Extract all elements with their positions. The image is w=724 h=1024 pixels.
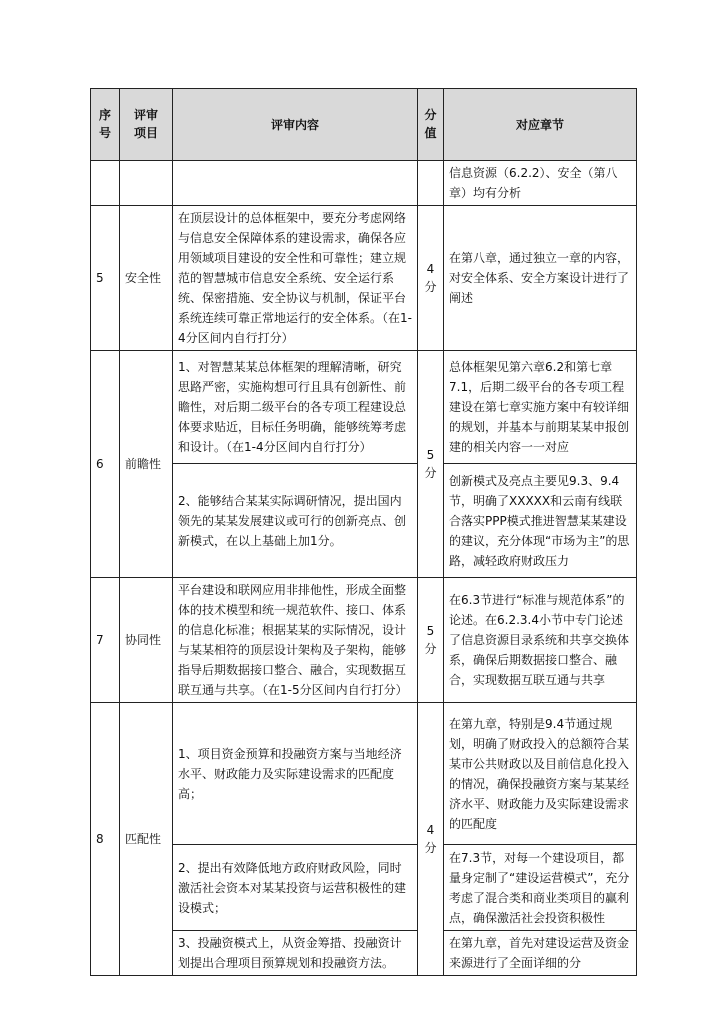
score-cell: 4分 (418, 206, 444, 351)
content-cell: 2、能够结合某某实际调研情况，提出国内领先的某某发展建议或可行的创新亮点、创新模式，在以上基础上加1分。 (173, 464, 418, 578)
content-cell: 1、对智慧某某总体框架的理解清晰，研究思路严密，实施构想可行且具有创新性、前瞻性，对后期二级平台的各专项工程建设总体要求贴近，目标任务明确，能够统筹考虑和设计。（在1-4分区间内自行打分） (173, 351, 418, 464)
chapter-cell: 在第九章，首先对建设运营及资金来源进行了全面详细的分 (444, 931, 637, 976)
header-item: 评审项目 (120, 89, 173, 161)
table-row-7 (91, 578, 637, 703)
row-item: 安全性 (120, 206, 173, 351)
content-cell: 3、投融资模式上，从资金筹措、投融资计划提出合理项目预算规划和投融资方法。 (173, 931, 418, 976)
table-row-5 (91, 206, 637, 351)
table-row-6a (91, 351, 637, 464)
row-number: 7 (91, 578, 120, 703)
chapter-cell: 在第九章，特别是9.4节通过规划，明确了财政投入的总额符合某某市公共财政以及目前信息化投入的情况，确保投融资方案与某某经济水平、财政能力及实际建设需求的匹配度 (444, 703, 637, 845)
content-cell: 在顶层设计的总体框架中，要充分考虑网络与信息安全保障体系的建设需求，确保各应用领域项目建设的安全性和可靠性；建立规范的智慧城市信息安全系统、安全运行系统、保密措施、安全协议与机制，保证平台系统连续可靠正常地运行的安全体系。（在1-4分区间内自行打分） (173, 206, 418, 351)
chapter-cell: 在7.3节，对每一个建设项目，都量身定制了“建设运营模式”，充分考虑了混合类和商业类项目的赢利点，确保激活社会投资积极性 (444, 845, 637, 931)
score-cell: 5分 (418, 351, 444, 578)
table-row-continued (91, 161, 637, 206)
header-row (91, 89, 637, 161)
header-num: 序号 (91, 89, 120, 161)
table-row-8c (91, 931, 637, 976)
chapter-cell: 在6.3节进行“标准与规范体系”的论述。在6.2.3.4小节中专门论述了信息资源目录系统和共享交换体系，确保后期数据接口整合、融合，实现数据互联互通与共享 (444, 578, 637, 703)
chapter-cell: 信息资源（6.2.2）、安全（第八章）均有分析 (444, 161, 637, 206)
content-cell: 平台建设和联网应用非排他性，形成全面整体的技术模型和统一规范软件、接口、体系的信息化标准；根据某某的实际情况，设计与某某相符的顶层设计架构及子架构，能够指导后期数据接口整合、融合，实现数据互联互通与共享。（在1-5分区间内自行打分） (173, 578, 418, 703)
header-score: 分值 (418, 89, 444, 161)
row-number: 6 (91, 351, 120, 578)
table-row-8a (91, 703, 637, 845)
chapter-cell: 创新模式及亮点主要见9.3、9.4节，明确了XXXXX和云南有线联合落实PPP模式推进智慧某某建设的建议，充分体现“市场为主”的思路，减轻政府财政压力 (444, 464, 637, 578)
row-item: 前瞻性 (120, 351, 173, 578)
table-row-6b (91, 464, 637, 578)
review-table (90, 88, 637, 976)
row-number: 8 (91, 703, 120, 976)
row-item: 匹配性 (120, 703, 173, 976)
score-cell: 5分 (418, 578, 444, 703)
chapter-cell: 在第八章，通过独立一章的内容，对安全体系、安全方案设计进行了阐述 (444, 206, 637, 351)
content-cell: 2、提出有效降低地方政府财政风险，同时激活社会资本对某某投资与运营积极性的建设模式； (173, 845, 418, 931)
header-chapter: 对应章节 (444, 89, 637, 161)
score-cell: 4分 (418, 703, 444, 976)
chapter-cell: 总体框架见第六章6.2和第七章7.1，后期二级平台的各专项工程建设在第七章实施方案中有较详细的规划，并基本与前期某某申报创建的相关内容一一对应 (444, 351, 637, 464)
content-cell: 1、项目资金预算和投融资方案与当地经济水平、财政能力及实际建设需求的匹配度高； (173, 703, 418, 845)
table-row-8b (91, 845, 637, 931)
row-item: 协同性 (120, 578, 173, 703)
row-number: 5 (91, 206, 120, 351)
header-content: 评审内容 (173, 89, 418, 161)
